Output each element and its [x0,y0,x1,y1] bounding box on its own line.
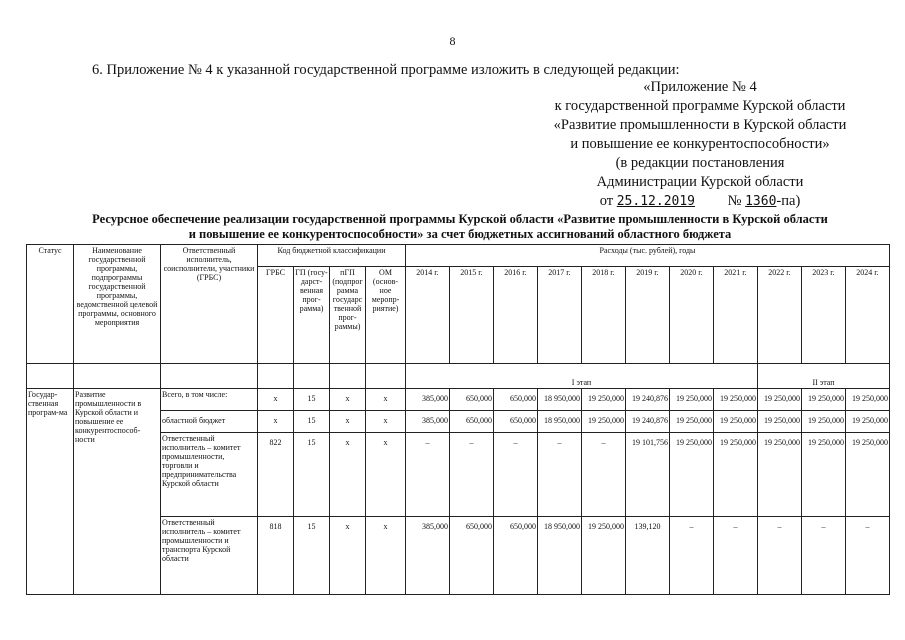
row-value: 19 250,000 [582,517,626,595]
row-value: 19 250,000 [758,433,802,517]
header-executor: Ответственный исполнитель, соисполнители, участники (ГРБС) [161,245,258,364]
row-executor: Ответственный исполнитель – комитет промышленности, торговли и предпринимательства Курской области [161,433,258,517]
row-value: 139,120 [626,517,670,595]
header-expenses: Расходы (тыс. рублей), годы [406,245,890,267]
appendix-line-3: «Развитие промышленности в Курской области [553,117,847,133]
row-value: – [670,517,714,595]
header-year-2016: 2016 г. [494,267,538,364]
row-value: 19 250,000 [582,389,626,411]
row-value: – [450,433,494,517]
table-title-line-2: и повышение ее конкурентоспособности» за счет бюджетных ассигнований областного бюджета [188,227,732,241]
row-om: x [366,411,406,433]
row-value: 19 250,000 [670,389,714,411]
row-gp: 15 [294,389,330,411]
appendix-line-5: (в редакции постановления [615,155,785,171]
header-gp: ГП (госу-дарст-венная прог-рамма) [294,267,330,364]
row-value: 19 250,000 [846,389,890,411]
row-pgp: x [330,411,366,433]
row-value: 650,000 [494,411,538,433]
header-year-2023: 2023 г. [802,267,846,364]
row-pgp: x [330,517,366,595]
row-value: 385,000 [406,517,450,595]
header-year-2021: 2021 г. [714,267,758,364]
row-grbs: x [258,389,294,411]
row-value: – [714,517,758,595]
stage-2-label: II этап [758,364,890,389]
row-grbs: 818 [258,517,294,595]
stage-1-label: I этап [406,364,758,389]
row-value: 19 250,000 [758,411,802,433]
row-value: 650,000 [494,389,538,411]
header-pgp: пГП (подпрог рамма государс твенной прог-раммы) [330,267,366,364]
row-value: 385,000 [406,389,450,411]
row-value: – [846,517,890,595]
row-value: 650,000 [494,517,538,595]
header-year-2014: 2014 г. [406,267,450,364]
intro-text: 6. Приложение № 4 к указанной государственной программе изложить в следующей редакции: [92,62,680,78]
row-executor: Ответственный исполнитель – комитет промышленности и транспорта Курской области [161,517,258,595]
appendix-line-1: «Приложение № 4 [643,79,757,95]
row-value: 19 250,000 [758,389,802,411]
appendix-line-4: и повышение ее конкурентоспособности» [570,136,830,152]
row-value: 19 240,876 [626,411,670,433]
row-value: 18 950,000 [538,411,582,433]
stage-blank-om [366,364,406,389]
row-value: 19 250,000 [582,411,626,433]
row-gp: 15 [294,517,330,595]
header-year-2015: 2015 г. [450,267,494,364]
row-pgp: x [330,389,366,411]
row-value: – [758,517,802,595]
row-value: 650,000 [450,517,494,595]
program-name: Развитие промышленности в Курской области и повышение ее конкурентоспособ-ности [74,389,161,595]
row-value: 19 240,876 [626,389,670,411]
number-suffix: -па) [776,193,801,209]
row-value: 19 250,000 [670,433,714,517]
appendix-header [480,78,905,211]
header-year-2018: 2018 г. [582,267,626,364]
row-value: 650,000 [450,411,494,433]
row-gp: 15 [294,411,330,433]
header-year-2022: 2022 г. [758,267,802,364]
row-value: 19 250,000 [846,411,890,433]
row-value: – [494,433,538,517]
stage-blank-executor [161,364,258,389]
row-value: – [538,433,582,517]
header-name: Наименование государственной программы, подпрограммы государственной программы, ведомственной целевой программы, основного мероприятия [74,245,161,364]
appendix-line-2: к государственной программе Курской области [554,98,846,114]
row-om: x [366,517,406,595]
page-number: 8 [449,34,456,48]
table-row [27,389,890,411]
header-year-2020: 2020 г. [670,267,714,364]
table-title-line-1: Ресурсное обеспечение реализации государственной программы Курской области «Развитие промышленности в Курской области [92,212,828,226]
row-value: 19 101,756 [626,433,670,517]
header-year-2019: 2019 г. [626,267,670,364]
header-budget-code: Код бюджетной классификации [258,245,406,267]
row-grbs: 822 [258,433,294,517]
header-year-2017: 2017 г. [538,267,582,364]
row-grbs: x [258,411,294,433]
number-prefix: № [727,193,742,209]
row-executor: областной бюджет [161,411,258,433]
row-value: – [802,517,846,595]
table-title [60,212,860,242]
date-prefix: от [599,193,614,209]
row-value: 650,000 [450,389,494,411]
stage-blank-status [27,364,74,389]
row-value: 19 250,000 [802,411,846,433]
row-value: 19 250,000 [714,433,758,517]
row-executor: Всего, в том числе: [161,389,258,411]
stage-blank-pgp [330,364,366,389]
row-pgp: x [330,433,366,517]
header-om: ОМ (основ-ное меропр-риятие) [366,267,406,364]
decree-date: 25.12.2019 [616,194,696,209]
row-om: x [366,389,406,411]
program-status: Государ-ственная програм-ма [27,389,74,595]
header-year-2024: 2024 г. [846,267,890,364]
row-om: x [366,433,406,517]
header-grbs: ГРБС [258,267,294,364]
row-value: 19 250,000 [802,389,846,411]
stage-blank-grbs [258,364,294,389]
row-value: 19 250,000 [714,389,758,411]
stage-blank-name [74,364,161,389]
row-value: – [406,433,450,517]
header-status: Статус [27,245,74,364]
row-value: 19 250,000 [802,433,846,517]
appendix-date-line [480,192,905,211]
row-value: 18 950,000 [538,517,582,595]
row-value: 19 250,000 [846,433,890,517]
resource-table [26,244,890,595]
row-value: 18 950,000 [538,389,582,411]
stage-blank-gp [294,364,330,389]
row-value: 385,000 [406,411,450,433]
row-gp: 15 [294,433,330,517]
row-value: 19 250,000 [670,411,714,433]
decree-number: 1360 [745,194,777,209]
row-value: 19 250,000 [714,411,758,433]
appendix-line-6: Администрации Курской области [596,174,804,190]
row-value: – [582,433,626,517]
